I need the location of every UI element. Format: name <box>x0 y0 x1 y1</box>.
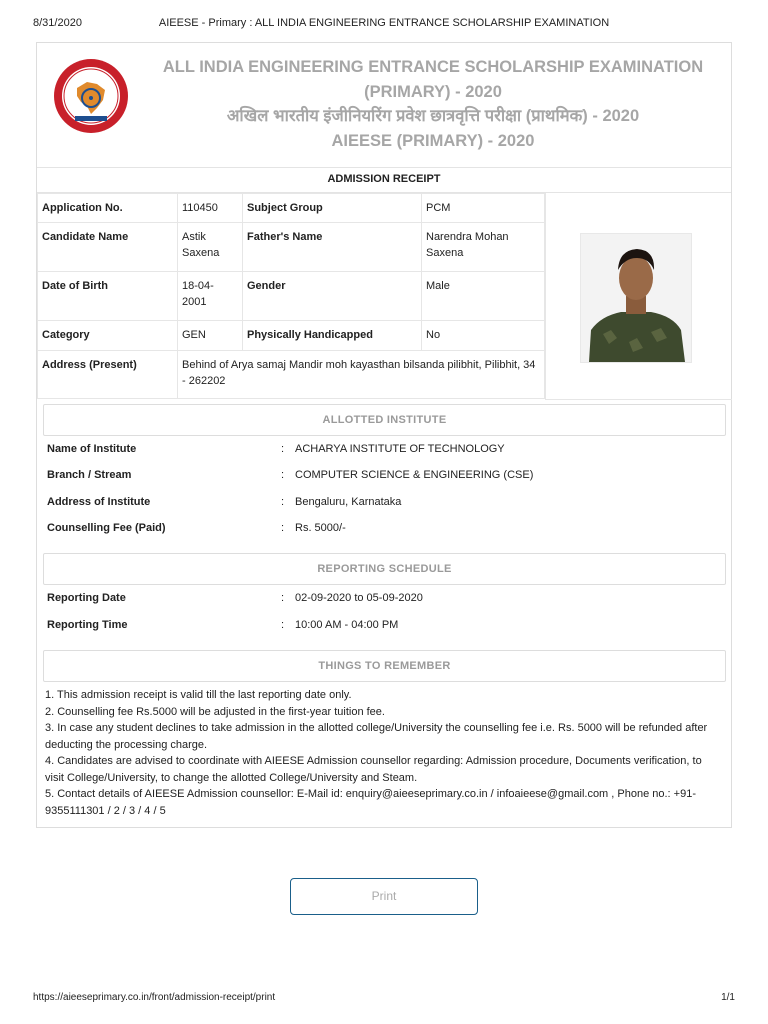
aieese-logo <box>53 58 129 134</box>
list-item: 2. Counselling fee Rs.5000 will be adjusted in the first-year tuition fee. <box>45 705 385 718</box>
list-item: 1. This admission receipt is valid till the last reporting date only. <box>45 689 352 701</box>
colon: : <box>281 592 285 604</box>
receipt-header <box>37 43 731 168</box>
candidate-info-table <box>37 193 545 399</box>
table-row <box>38 321 545 351</box>
admission-receipt-title: ADMISSION RECEIPT <box>37 167 731 193</box>
print-url: https://aieeseprimary.co.in/front/admission-receipt/print <box>33 992 276 1003</box>
address-value: Behind of Arya samaj Mandir moh kayasthan bilsanda pilibhit, Pilibhit, 34 - 262202 <box>178 351 545 399</box>
physically-handicapped-value: No <box>422 321 545 351</box>
table-row <box>38 194 545 223</box>
application-no-value: 110450 <box>178 194 243 223</box>
table-row <box>38 272 545 321</box>
counselling-fee-row <box>47 520 717 536</box>
admission-receipt-card <box>36 42 732 828</box>
physically-handicapped-label: Physically Handicapped <box>243 321 422 351</box>
things-to-remember-heading: THINGS TO REMEMBER <box>43 650 726 682</box>
branch-label: Branch / Stream <box>47 469 132 481</box>
print-page-title: AIEESE - Primary : ALL INDIA ENGINEERING ENTRANCE SCHOLARSHIP EXAMINATION <box>158 17 610 29</box>
reporting-time-value: 10:00 AM - 04:00 PM <box>295 619 399 631</box>
photo-cell <box>545 193 732 400</box>
father-name-label: Father's Name <box>243 223 422 272</box>
allotted-institute-heading: ALLOTTED INSTITUTE <box>43 404 726 436</box>
category-value: GEN <box>178 321 243 351</box>
exam-title-short: AIEESE (PRIMARY) - 2020 <box>331 131 535 150</box>
colon: : <box>281 522 285 534</box>
print-date: 8/31/2020 <box>33 17 82 29</box>
remember-list <box>45 687 717 819</box>
table-row <box>38 351 545 399</box>
exam-title-block <box>145 55 721 153</box>
subject-group-value: PCM <box>422 194 545 223</box>
institute-name-value: ACHARYA INSTITUTE OF TECHNOLOGY <box>295 443 505 455</box>
gender-value: Male <box>422 272 545 321</box>
candidate-photo <box>580 233 692 363</box>
list-item: 5. Contact details of AIEESE Admission counsellor: E-Mail id: enquiry@aieeseprimary.co.in / infoaieese@gmail.com , Phone no.: +91-9355111301 / 2 / 3 / 4 / 5 <box>45 788 696 817</box>
list-item: 4. Candidates are advised to coordinate with AIEESE Admission counsellor regarding: Admission procedure, Documents verification, to visit College/University, to change the allotted College/University and Steam. <box>45 755 702 784</box>
page-number: 1/1 <box>721 992 735 1003</box>
candidate-name-label: Candidate Name <box>38 223 178 272</box>
institute-name-row <box>47 441 717 457</box>
institute-address-label: Address of Institute <box>47 496 151 508</box>
reporting-time-label: Reporting Time <box>47 619 128 631</box>
table-row <box>38 223 545 272</box>
address-label: Address (Present) <box>38 351 178 399</box>
counselling-fee-value: Rs. 5000/- <box>295 522 346 534</box>
reporting-date-row <box>47 590 717 606</box>
counselling-fee-label: Counselling Fee (Paid) <box>47 522 166 534</box>
exam-title-line2: (PRIMARY) - 2020 <box>364 82 502 101</box>
institute-address-row <box>47 494 717 510</box>
colon: : <box>281 443 285 455</box>
category-label: Category <box>38 321 178 351</box>
gender-label: Gender <box>243 272 422 321</box>
branch-value: COMPUTER SCIENCE & ENGINEERING (CSE) <box>295 469 534 481</box>
print-button[interactable]: Print <box>290 878 478 915</box>
dob-value: 18-04-2001 <box>178 272 243 321</box>
reporting-date-value: 02-09-2020 to 05-09-2020 <box>295 592 423 604</box>
reporting-time-row <box>47 617 717 633</box>
institute-name-label: Name of Institute <box>47 443 137 455</box>
colon: : <box>281 496 285 508</box>
application-no-label: Application No. <box>38 194 178 223</box>
colon: : <box>281 469 285 481</box>
branch-row <box>47 467 717 483</box>
institute-address-value: Bengaluru, Karnataka <box>295 496 402 508</box>
subject-group-label: Subject Group <box>243 194 422 223</box>
dob-label: Date of Birth <box>38 272 178 321</box>
exam-title-line1: ALL INDIA ENGINEERING ENTRANCE SCHOLARSHIP EXAMINATION <box>162 58 704 76</box>
reporting-schedule-heading: REPORTING SCHEDULE <box>43 553 726 585</box>
candidate-name-value: Astik Saxena <box>178 223 243 272</box>
colon: : <box>281 619 285 631</box>
list-item: 3. In case any student declines to take admission in the allotted college/University the counselling fee i.e. Rs. 5000 will be refunded after deducting the processing charge. <box>45 722 708 751</box>
reporting-date-label: Reporting Date <box>47 592 126 604</box>
father-name-value: Narendra Mohan Saxena <box>422 223 545 272</box>
exam-title-hindi: अखिल भारतीय इंजीनियरिंग प्रवेश छात्रवृत्ति परीक्षा (प्राथमिक) - 2020 <box>226 107 640 125</box>
